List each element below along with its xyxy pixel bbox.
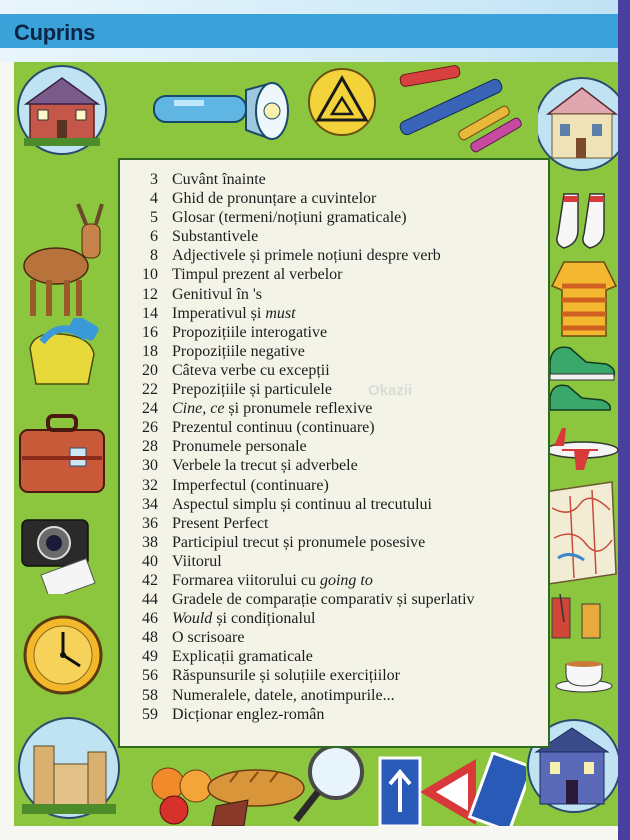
toc-page-number: 49 — [142, 648, 158, 666]
camera-icon — [18, 506, 100, 594]
toc-entry — [130, 265, 550, 284]
toc-title: Cuvânt înainte — [172, 171, 266, 188]
toc-page-number: 59 — [142, 705, 158, 723]
toc-page-number: 8 — [150, 247, 158, 265]
toc-page-number: 48 — [142, 629, 158, 647]
sweater-icon — [550, 256, 618, 342]
castle-icon — [14, 716, 124, 820]
toc-page-number: 24 — [142, 400, 158, 418]
toc-page-number: 40 — [142, 552, 158, 570]
toc-title: Explicații gramaticale — [172, 648, 313, 666]
toc-italic-term: must — [265, 304, 296, 322]
toc-title: Timpul prezent al verbelor — [172, 266, 343, 284]
toc-title: Verbele la trecut și adverbele — [172, 457, 358, 475]
toc-page-number: 6 — [150, 228, 158, 246]
clock-icon — [22, 614, 104, 696]
toc-page-number: 18 — [142, 342, 158, 360]
teacup-icon — [554, 652, 616, 694]
toc-entry — [130, 170, 550, 189]
toc-entry — [130, 285, 550, 304]
toc-page-number: 10 — [142, 266, 158, 284]
toc-entry — [130, 705, 550, 724]
toc-page-number: 16 — [142, 323, 158, 341]
toc-entry — [130, 304, 550, 323]
toc-entry — [130, 399, 550, 418]
toc-entry — [130, 418, 550, 437]
socks-icon — [556, 190, 616, 260]
toc-entry — [130, 666, 550, 685]
toc-entry — [130, 456, 550, 475]
toc-title: Present Perfect — [172, 514, 269, 532]
toc-title: Prezentul continuu (continuare) — [172, 419, 375, 437]
table-of-contents — [130, 170, 550, 724]
toc-entry — [130, 571, 550, 590]
drinks-icon — [546, 592, 618, 644]
map-icon — [540, 478, 618, 588]
toc-title: Viitorul — [172, 552, 222, 570]
toc-page-number: 36 — [142, 514, 158, 532]
toc-title: Cine, ce și pronumele reflexive — [172, 400, 373, 418]
toc-page-number: 3 — [150, 171, 158, 188]
toc-page-number: 20 — [142, 361, 158, 379]
toc-page-number: 30 — [142, 457, 158, 475]
toc-entry — [130, 246, 550, 265]
toc-title: Câteva verbe cu excepții — [172, 361, 330, 379]
toc-italic-term: Would — [172, 610, 213, 628]
toc-title: Imperativul și must — [172, 304, 296, 322]
pens-icon — [376, 60, 536, 156]
toc-title: Gradele de comparație comparativ și superlativ — [172, 591, 475, 609]
toc-title: Participiul trecut și pronumele posesive — [172, 533, 426, 551]
toc-page-number: 34 — [142, 495, 158, 513]
toc-entry — [130, 609, 550, 628]
toc-title: Prepozițiile și particulele — [172, 381, 332, 399]
toc-entry — [130, 514, 550, 533]
toc-title: Glosar (termeni/noțiuni gramaticale) — [172, 209, 407, 227]
suitcase-icon — [14, 404, 110, 500]
page-title: Cuprins — [14, 20, 96, 45]
toc-page-number: 46 — [142, 610, 158, 628]
bottom-strip — [14, 826, 618, 840]
toc-entry — [130, 361, 550, 380]
bag-icon — [20, 318, 104, 392]
toc-entry — [130, 533, 550, 552]
toc-entry — [130, 208, 550, 227]
toc-title: O scrisoare — [172, 629, 245, 647]
magnifier-icon — [288, 740, 372, 826]
toc-title: Propozițiile negative — [172, 342, 305, 360]
toc-title: Dicționar englez-român — [172, 705, 325, 723]
toc-italic-term: going to — [319, 571, 373, 589]
toc-title: Propozițiile interogative — [172, 323, 328, 341]
toc-entry — [130, 686, 550, 705]
toc-title: Numeralele, datele, anotimpurile... — [172, 686, 395, 704]
toc-page-number: 56 — [142, 667, 158, 685]
toc-title: Adjectivele și primele noțiuni despre verb — [172, 247, 441, 265]
toc-page-number: 12 — [142, 285, 158, 303]
toc-page-number: 44 — [142, 591, 158, 609]
toc-entry — [130, 323, 550, 342]
toc-entry — [130, 590, 550, 609]
toc-page-number: 4 — [150, 190, 158, 208]
airplane-icon — [544, 424, 620, 474]
toc-entry — [130, 495, 550, 514]
toc-entry — [130, 380, 550, 399]
toc-entry — [130, 647, 550, 666]
toc-page-number: 58 — [142, 686, 158, 704]
toc-title: Imperfectul (continuare) — [172, 476, 329, 494]
sneakers-icon — [546, 338, 618, 414]
toc-title: Răspunsurile și soluțiile exercițiilor — [172, 667, 400, 685]
toc-entry — [130, 476, 550, 495]
watermark: Okazii — [368, 382, 413, 399]
road-signs-icon — [376, 752, 526, 830]
toc-title: Genitivul în 's — [172, 285, 262, 303]
toc-title: Would și condiționalul — [172, 610, 316, 628]
toc-entry — [130, 437, 550, 456]
toc-title: Aspectul simplu și continuu al trecutului — [172, 495, 432, 513]
goat-icon — [16, 196, 112, 320]
house-icon — [16, 64, 108, 156]
toc-entry — [130, 628, 550, 647]
toc-entry — [130, 342, 550, 361]
toc-title: Substantivele — [172, 228, 259, 246]
toc-title: Pronumele personale — [172, 438, 307, 456]
toc-title: Ghid de pronunțare a cuvintelor — [172, 190, 377, 208]
toc-page-number: 38 — [142, 533, 158, 551]
triangle-sign-icon — [306, 66, 378, 138]
toc-entry — [130, 552, 550, 571]
toc-title: Formarea viitorului cu going to — [172, 571, 373, 589]
toc-page-number: 22 — [142, 381, 158, 399]
toc-italic-term: Cine, ce — [172, 400, 225, 418]
toc-page-number: 5 — [150, 209, 158, 227]
toc-entry — [130, 189, 550, 208]
toc-page-number: 42 — [142, 571, 158, 589]
toc-page-number: 26 — [142, 419, 158, 437]
flashlight-icon — [150, 76, 300, 146]
toc-page-number: 14 — [142, 304, 158, 322]
toc-page-number: 32 — [142, 476, 158, 494]
cottage-icon — [538, 68, 618, 180]
toc-page-number: 28 — [142, 438, 158, 456]
toc-entry — [130, 227, 550, 246]
